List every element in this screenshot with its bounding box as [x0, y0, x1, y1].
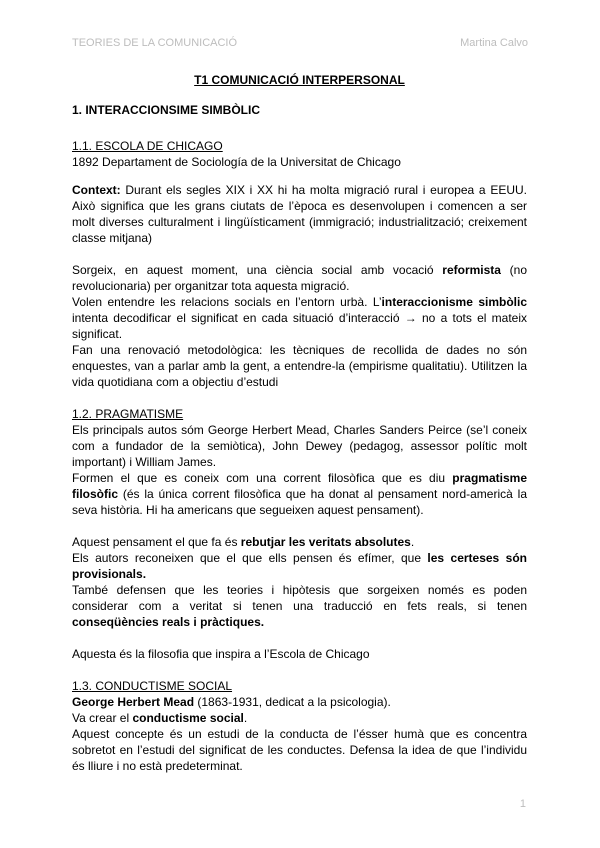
s12-p3c: .: [410, 535, 415, 549]
s11-p2a: Sorgeix, en aquest moment, una ciència social amb vocació: [72, 263, 443, 277]
s13-p2c: .: [243, 711, 248, 725]
s11-line1: 1892 Departament de Sociología de la Universitat de Chicago: [72, 155, 401, 169]
s12-p5b: conseqüències reals i pràctiques.: [72, 615, 265, 629]
header-author: Martina Calvo: [460, 37, 528, 49]
document-body: [72, 72, 527, 774]
s11-paragraph-2: [72, 262, 527, 294]
s12-paragraph-1: Els principals autos sóm George Herbert Mead, Charles Sanders Peirce (se’l coneix com a fundador de la semiòtica), John Dewey (pedagog, assessor polític molt important) i William James.: [72, 423, 527, 469]
s12-p3b: rebutjar les veritats absolutes: [240, 535, 411, 549]
s13-p1b: (1863-1931, dedicat a la psicologia).: [194, 695, 391, 709]
s13-paragraph-2: [72, 710, 527, 726]
s11-context-text: Durant els segles XIX i XX hi ha molta migració rural i europea a EEUU. Això significa que les grans ciutats de l’època es desenvolupen i comencen a ser molt diverses culturalment i lingüísticament (immigració; industrialització; creixement classe mitjana): [72, 183, 527, 245]
section-1-heading: 1. INTERACCIONSIME SIMBÒLIC: [72, 103, 261, 117]
s12-p2a: Formen el que es coneix com una corrent filosòfica que es diu: [72, 471, 453, 485]
s13-paragraph-1: [72, 694, 527, 710]
s12-p2b: pragmatisme filosòfic: [72, 471, 527, 501]
s12-p3a: Aquest pensament el que fa és: [72, 535, 241, 549]
section-1-3-heading: 1.3. CONDUCTISME SOCIAL: [72, 679, 233, 693]
header-course-title: TEORIES DE LA COMUNICACIÓ: [72, 37, 238, 49]
s12-paragraph-4: [72, 550, 527, 582]
s12-paragraph-5: [72, 582, 527, 630]
document-title: T1 COMUNICACIÓ INTERPERSONAL: [194, 73, 405, 87]
s11-p3a: Volen entendre les relacions socials en l’entorn urbà. L’: [72, 295, 382, 309]
s11-p3c: intenta decodificar el significat en cada situació d’interacció → no a tots el mateix significat.: [72, 311, 527, 341]
s11-paragraph-3: [72, 294, 527, 342]
s13-p2a: Va crear el: [72, 711, 133, 725]
s12-p2c: (és la única corrent filosòfica que ha donat al pensament nord-americà la seva història. Hi ha americans que segueixen aquest pensament).: [72, 487, 527, 517]
s12-paragraph-3: [72, 534, 527, 550]
section-1-2-heading: 1.2. PRAGMATISME: [72, 407, 184, 421]
s11-p3b: interaccionisme simbòlic: [381, 295, 527, 309]
section-1-1-heading: 1.1. ESCOLA DE CHICAGO: [72, 139, 223, 153]
s11-p2b: reformista: [442, 263, 501, 277]
s13-p1a: George Herbert Mead: [72, 695, 195, 709]
s13-p2b: conductisme social: [132, 711, 244, 725]
s13-paragraph-3: Aquest concepte és un estudi de la conducta de l’ésser humà que es concentra sobretot en l’estudi del significat de les conductes. Defensa la idea de que l’individu és lliure i no està predeterminat.: [72, 727, 527, 773]
s12-p5a: També defensen que les teories i hipòtesis que sorgeixen només es poden considerar com a veritat si tenen una traducció en fets reals, si tenen: [72, 583, 527, 613]
s11-context-paragraph: [72, 182, 527, 246]
s11-context-label: Context:: [72, 183, 121, 197]
page-number: 1: [519, 798, 526, 810]
s12-p4a: Els autors reconeixen que el que ells pensen és efímer, que: [72, 551, 428, 565]
s12-p4b: les certeses són provisionals.: [72, 551, 527, 581]
s11-paragraph-4: Fan una renovació metodològica: les tècniques de recollida de dades no són enquestes, van a parlar amb la gent, a entendre-la (empirisme qualitatiu). Utilitzen la vida quotidiana com a objectiu d’estudi: [72, 343, 527, 389]
s12-paragraph-2: [72, 470, 527, 518]
s11-p2c: (no revolucionaria) per organitzar tota aquesta migració.: [72, 263, 527, 293]
s12-paragraph-6: Aquesta és la filosofia que inspira a l’Escola de Chicago: [72, 647, 370, 661]
